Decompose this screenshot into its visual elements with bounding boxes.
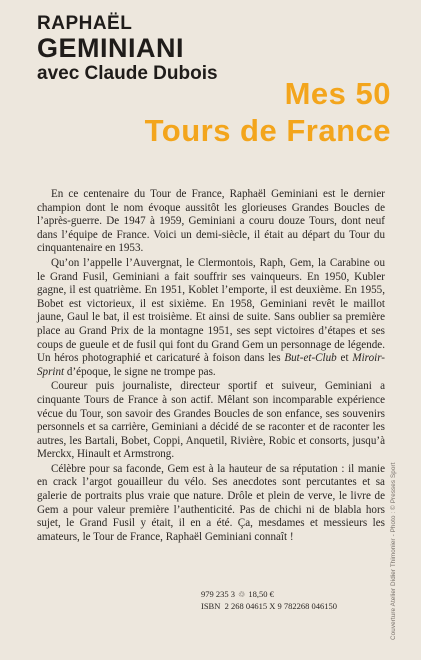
title-line-1: Mes 50 [284, 76, 391, 111]
coauthor: avec Claude Dubois [37, 63, 218, 84]
ean-code: 9 782268 046150 [277, 601, 338, 611]
author-first-name: RAPHAËL [37, 13, 133, 34]
blurb-paragraph-4: Célèbre pour sa faconde, Gem est à la hauteur de sa réputation : il manie en crack l’argot gouailleur du vélo. Ses anecdotes sont percutantes et sa galerie de portraits plus vraie que nature. Drôle et plein de verve, le livre de Gem a pour valeur première l’authenticité. Pas de chichi ni de blabla hors sujet, le Grand Fusil y était, il en a été. Ça, mesdames et messieurs les amateurs, le Tour de France, Raphaël Geminiani connaît ! [37, 462, 385, 543]
blurb-text [37, 188, 385, 545]
book-title [145, 75, 391, 149]
cover-credit: Couverture Atelier Didier Thimonier - Photo : © Presses Sport [390, 462, 397, 640]
isbn-value: 2 268 04615 X [224, 601, 276, 611]
blurb-p2-end: d’époque, le signe ne trompe pas. [64, 365, 216, 378]
blurb-p2-start: Qu’on l’appelle l’Auvergnat, le Clermontois, Raph, Gem, la Carabine ou le Grand Fusil, Geminiani a fait souffrir ses vainqueurs. En 1950, Kubler gagne, il est quatrième. En 1951, Koblet l’emporte, il est deuxième. En 1955, Bobet est victorieux, il est sixième. En 1958, Geminiani revêt le maillot jaune, Gaul le bat, il est troisième. Et ainsi de suite. Sans oublier sa première place au Grand Prix de la montagne 1951, ses sept victoires d’étapes et ses coups de gueule et de fusil qui font du Grand Gem un personnage de légende. Un héros photographié et caricaturé à foison dans les [37, 256, 385, 365]
title-line-2: Tours de France [144, 113, 391, 148]
author-last-name: GEMINIANI [37, 33, 185, 63]
blurb-paragraph-1: En ce centenaire du Tour de France, Raphaël Geminiani est le dernier champion dont le nom évoque aussitôt les glorieuses Grandes Boucles de l’après-guerre. De 1947 à 1959, Geminiani a couru douze Tours, dont neuf dans l’équipe de France. Voici un demi-siècle, il était au départ du Tour du cinquantenaire en 1953. [37, 188, 385, 255]
magazine-but-et-club: But-et-Club [284, 352, 337, 365]
product-code: 979 235 3 [201, 589, 235, 599]
magazine-miroir-sprint: Miroir-Sprint [37, 352, 385, 378]
isbn-line [201, 601, 337, 611]
blurb-paragraph-2 [37, 257, 385, 379]
blurb-paragraph-3: Coureur puis journaliste, directeur sportif et suiveur, Geminiani a cinquante Tours de France à son actif. Mêlant son incomparable expérience vécue du Tour, son savoir des Grandes Boucles de son enfance, ses souvenirs personnels et sa carrière, Geminiani a décidé de se raconter et de raconter les autres, les Bartali, Bobet, Coppi, Anquetil, Rivière, Robic et consorts, jusqu’à Merckx, Hinault et Armstrong. [37, 380, 385, 461]
isbn-label: ISBN [201, 601, 221, 611]
price-line [201, 589, 274, 599]
price: 18,50 € [248, 589, 274, 599]
blurb-p2-and: et [336, 352, 353, 365]
recycle-icon: ♲ [238, 590, 246, 599]
